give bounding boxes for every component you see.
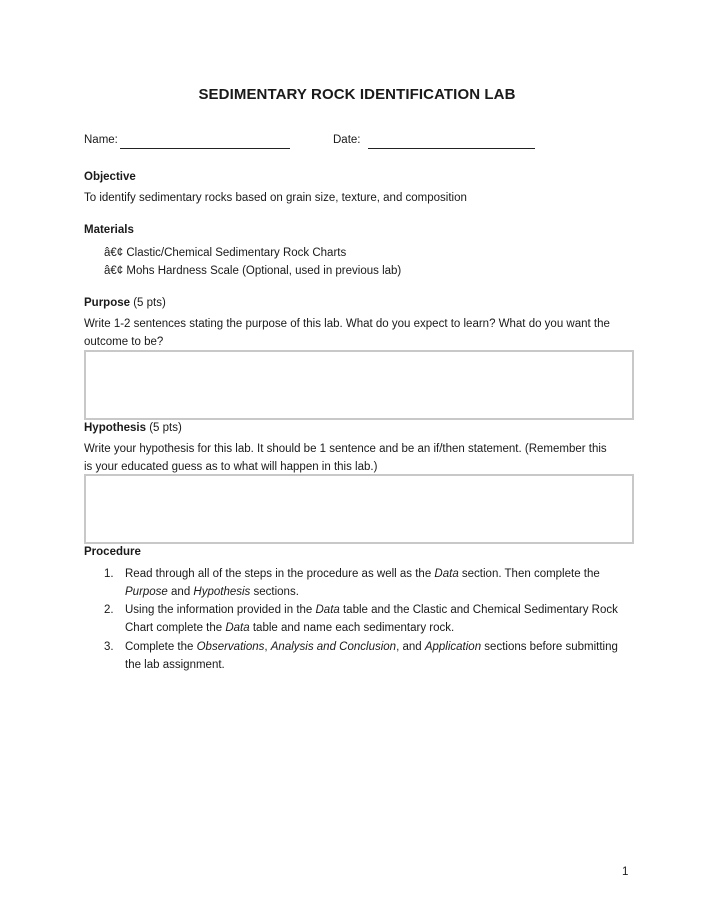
step-text: Complete the <box>125 641 197 653</box>
step-emphasis: Hypothesis <box>193 586 251 598</box>
purpose-line: outcome to be? <box>84 336 164 348</box>
objective-heading: Objective <box>84 171 136 183</box>
materials-heading: Materials <box>84 224 134 236</box>
date-label: Date: <box>333 134 361 146</box>
step-text: table and name each sedimentary rock. <box>249 622 455 634</box>
name-field[interactable] <box>120 148 290 149</box>
purpose-instructions <box>84 315 640 351</box>
hypothesis-instructions <box>84 440 640 476</box>
purpose-heading: Purpose <box>84 297 131 309</box>
purpose-answer-box[interactable] <box>84 350 634 420</box>
purpose-line: Write 1-2 sentences stating the purpose of this lab. What do you expect to learn? What do you want the <box>84 318 610 330</box>
step-text: , and <box>396 641 425 653</box>
page-number: 1 <box>622 866 629 878</box>
step-emphasis: Analysis and Conclusion <box>270 641 397 653</box>
step-text: Read through all of the steps in the procedure as well as the <box>125 568 435 580</box>
step-text: Using the information provided in the <box>125 604 316 616</box>
purpose-points: (5 pts) <box>133 297 166 309</box>
hypothesis-points: (5 pts) <box>149 422 182 434</box>
step-text: , <box>264 641 271 653</box>
hypothesis-line: is your educated guess as to what will happen in this lab.) <box>84 461 378 473</box>
step-text: table and the Clastic and Chemical Sedimentary Rock <box>339 604 618 616</box>
step-text: sections. <box>250 586 299 598</box>
step-emphasis: Data <box>315 604 340 616</box>
step-text: sections before submitting <box>481 641 618 653</box>
procedure-heading: Procedure <box>84 546 141 558</box>
step-emphasis: Data <box>225 622 250 634</box>
step-emphasis: Application <box>424 641 482 653</box>
hypothesis-line: Write your hypothesis for this lab. It should be 1 sentence and be an if/then statement. (Remember this <box>84 443 607 455</box>
step-number: 3. <box>104 641 114 653</box>
step-emphasis: Purpose <box>125 586 168 598</box>
hypothesis-heading-row <box>84 419 182 437</box>
materials-item: â€¢ Clastic/Chemical Sedimentary Rock Charts <box>104 247 347 259</box>
step-text: and <box>167 586 194 598</box>
hypothesis-heading: Hypothesis <box>84 422 146 434</box>
step-number: 1. <box>104 568 114 580</box>
step-emphasis: Data <box>434 568 459 580</box>
step-text: the lab assignment. <box>125 659 225 671</box>
name-label: Name: <box>84 134 118 146</box>
step-text: Chart complete the <box>125 622 226 634</box>
step-number: 2. <box>104 604 114 616</box>
hypothesis-answer-box[interactable] <box>84 474 634 544</box>
step-text: section. Then complete the <box>458 568 600 580</box>
objective-text: To identify sedimentary rocks based on grain size, texture, and composition <box>84 192 467 204</box>
materials-item: â€¢ Mohs Hardness Scale (Optional, used in previous lab) <box>104 265 402 277</box>
page-title: SEDIMENTARY ROCK IDENTIFICATION LAB <box>198 86 516 103</box>
date-field[interactable] <box>368 148 535 149</box>
purpose-heading-row <box>84 294 166 312</box>
step-emphasis: Observations <box>196 641 265 653</box>
